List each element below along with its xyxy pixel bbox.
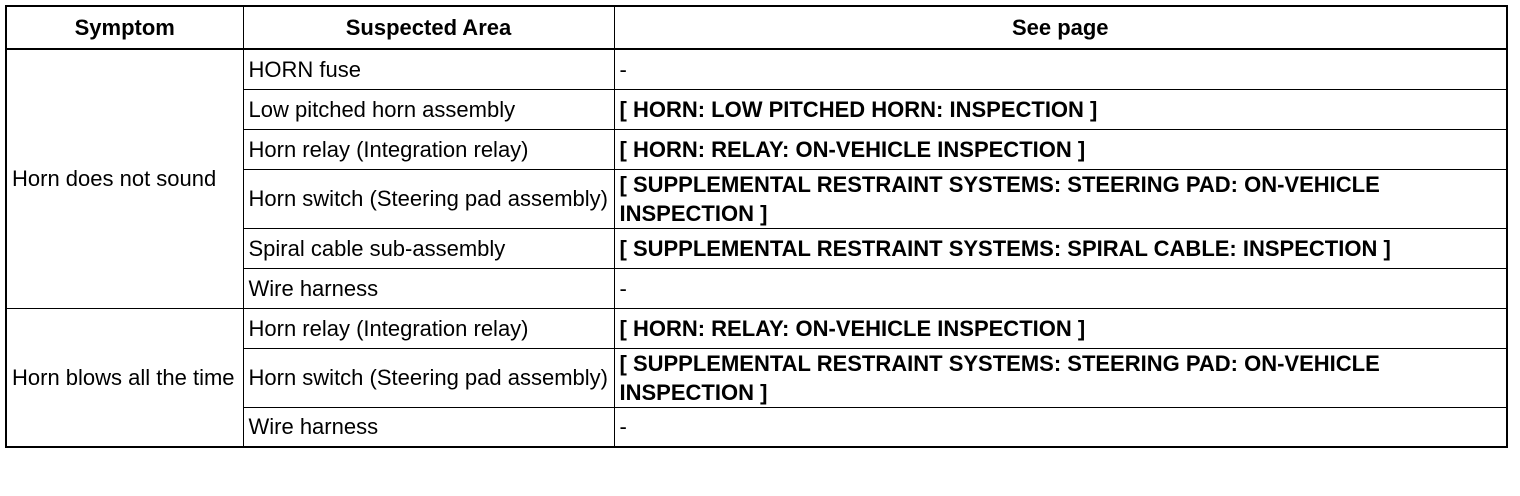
- suspected-area-cell: Spiral cable sub-assembly: [243, 228, 614, 268]
- header-suspected-area: Suspected Area: [243, 6, 614, 49]
- symptom-cell: Horn blows all the time: [6, 308, 243, 447]
- see-page-cell: -: [614, 407, 1507, 447]
- suspected-area-cell: HORN fuse: [243, 49, 614, 89]
- table-row: [6, 49, 1507, 89]
- header-see-page: See page: [614, 6, 1507, 49]
- see-page-link[interactable]: [ SUPPLEMENTAL RESTRAINT SYSTEMS: STEERING PAD: ON-VEHICLE INSPECTION ]: [614, 169, 1507, 228]
- see-page-cell: -: [614, 268, 1507, 308]
- suspected-area-cell: Low pitched horn assembly: [243, 89, 614, 129]
- symptom-cell: Horn does not sound: [6, 49, 243, 308]
- see-page-link[interactable]: [ SUPPLEMENTAL RESTRAINT SYSTEMS: SPIRAL CABLE: INSPECTION ]: [614, 228, 1507, 268]
- suspected-area-cell: Wire harness: [243, 407, 614, 447]
- suspected-area-cell: Horn relay (Integration relay): [243, 308, 614, 348]
- header-symptom: Symptom: [6, 6, 243, 49]
- see-page-cell: -: [614, 49, 1507, 89]
- see-page-link[interactable]: [ HORN: RELAY: ON-VEHICLE INSPECTION ]: [614, 308, 1507, 348]
- table-row: [6, 308, 1507, 348]
- see-page-link[interactable]: [ HORN: LOW PITCHED HORN: INSPECTION ]: [614, 89, 1507, 129]
- suspected-area-cell: Horn relay (Integration relay): [243, 129, 614, 169]
- diagnosis-table: [5, 5, 1508, 448]
- see-page-link[interactable]: [ HORN: RELAY: ON-VEHICLE INSPECTION ]: [614, 129, 1507, 169]
- header-row: [6, 6, 1507, 49]
- suspected-area-cell: Horn switch (Steering pad assembly): [243, 348, 614, 407]
- see-page-link[interactable]: [ SUPPLEMENTAL RESTRAINT SYSTEMS: STEERING PAD: ON-VEHICLE INSPECTION ]: [614, 348, 1507, 407]
- suspected-area-cell: Horn switch (Steering pad assembly): [243, 169, 614, 228]
- suspected-area-cell: Wire harness: [243, 268, 614, 308]
